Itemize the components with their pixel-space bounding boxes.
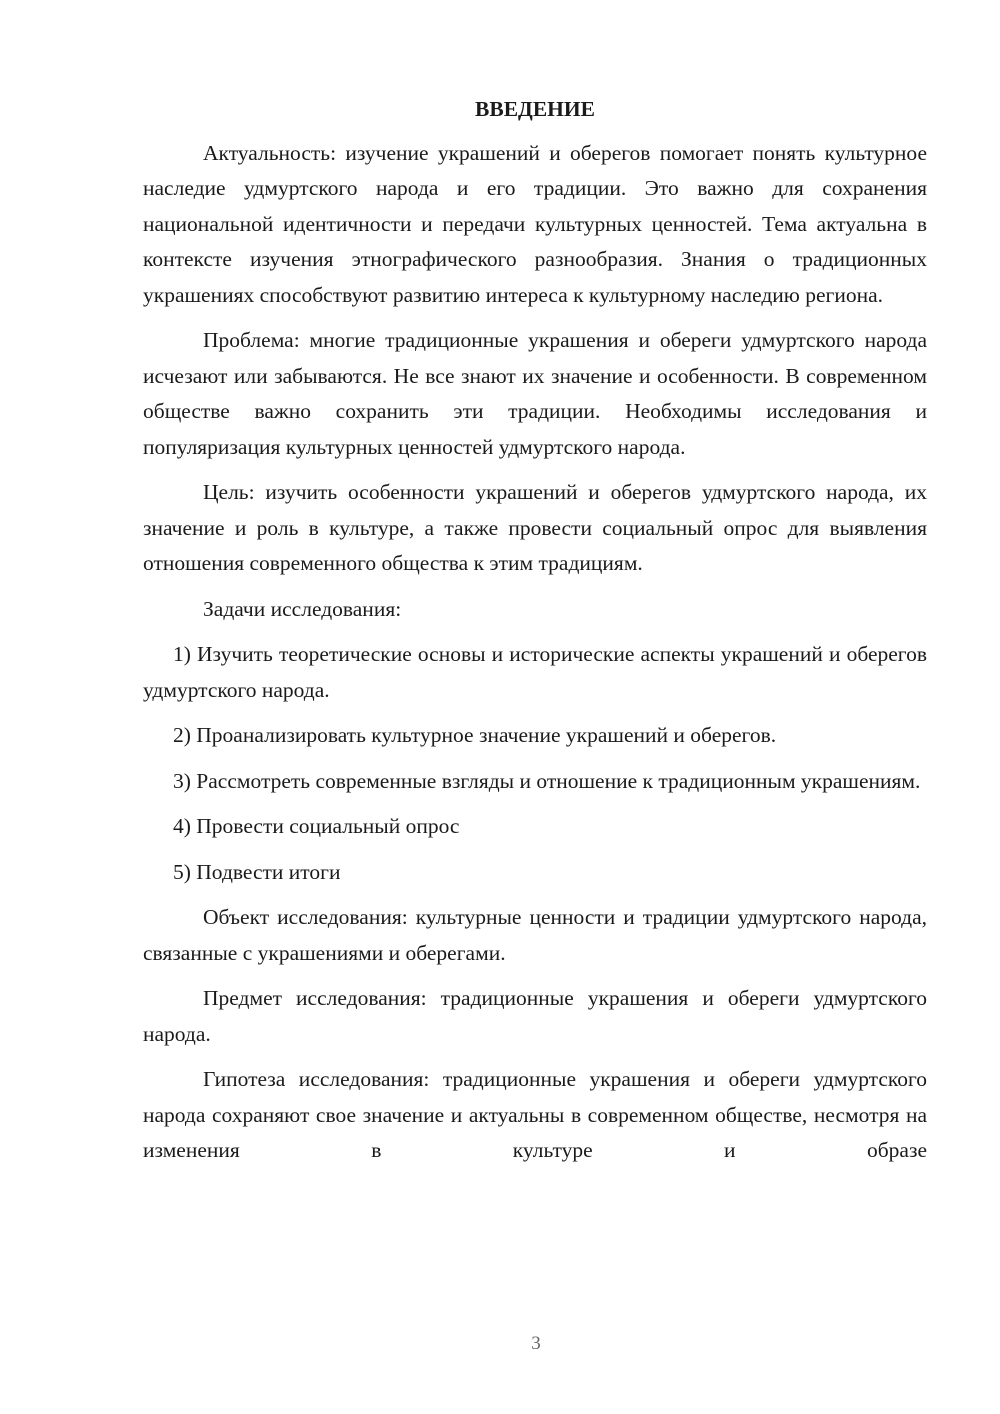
task-item-1: 1) Изучить теоретические основы и исторические аспекты украшений и оберегов удмуртского народа.: [143, 642, 927, 702]
paragraph-tasks-heading: Задачи исследования:: [203, 596, 402, 621]
paragraph-problem: Проблема: многие традиционные украшения и обереги удмуртского народа исчезают или забываются. Не все знают их значение и особенности. В современном обществе важно сохранить эти традиции. Необходимы исследования и популяризация культурных ценностей удмуртского народа.: [143, 328, 927, 459]
paragraph-hypothesis: Гипотеза исследования: традиционные украшения и обереги удмуртского народа сохраняют свое значение и актуальны в современном обществе, несмотря на изменения в культуре и образе: [143, 1067, 927, 1162]
page-number: 3: [531, 1333, 541, 1354]
paragraph-subject: Предмет исследования: традиционные украшения и обереги удмуртского народа.: [143, 986, 927, 1046]
task-item-5: 5) Подвести итоги: [173, 859, 341, 884]
paragraph-relevance: Актуальность: изучение украшений и оберегов помогает понять культурное наследие удмуртского народа и его традиции. Это важно для сохранения национальной идентичности и передачи культурных ценностей. Тема актуальна в контексте изучения этнографического разнообразия. Знания о традиционных украшениях способствуют развитию интереса к культурному наследию региона.: [143, 140, 927, 307]
task-item-3: 3) Рассмотреть современные взгляды и отношение к традиционным украшениям.: [173, 768, 921, 793]
section-title: ВВЕДЕНИЕ: [475, 97, 595, 121]
paragraph-object: Объект исследования: культурные ценности и традиции удмуртского народа, связанные с украшениями и оберегами.: [143, 905, 927, 965]
paragraph-goal: Цель: изучить особенности украшений и оберегов удмуртского народа, их значение и роль в культуре, а также провести социальный опрос для выявления отношения современного общества к этим традициям.: [143, 480, 927, 575]
document-page: [143, 92, 927, 1179]
task-item-4: 4) Провести социальный опрос: [173, 814, 460, 838]
task-item-2: 2) Проанализировать культурное значение украшений и оберегов.: [173, 723, 777, 747]
